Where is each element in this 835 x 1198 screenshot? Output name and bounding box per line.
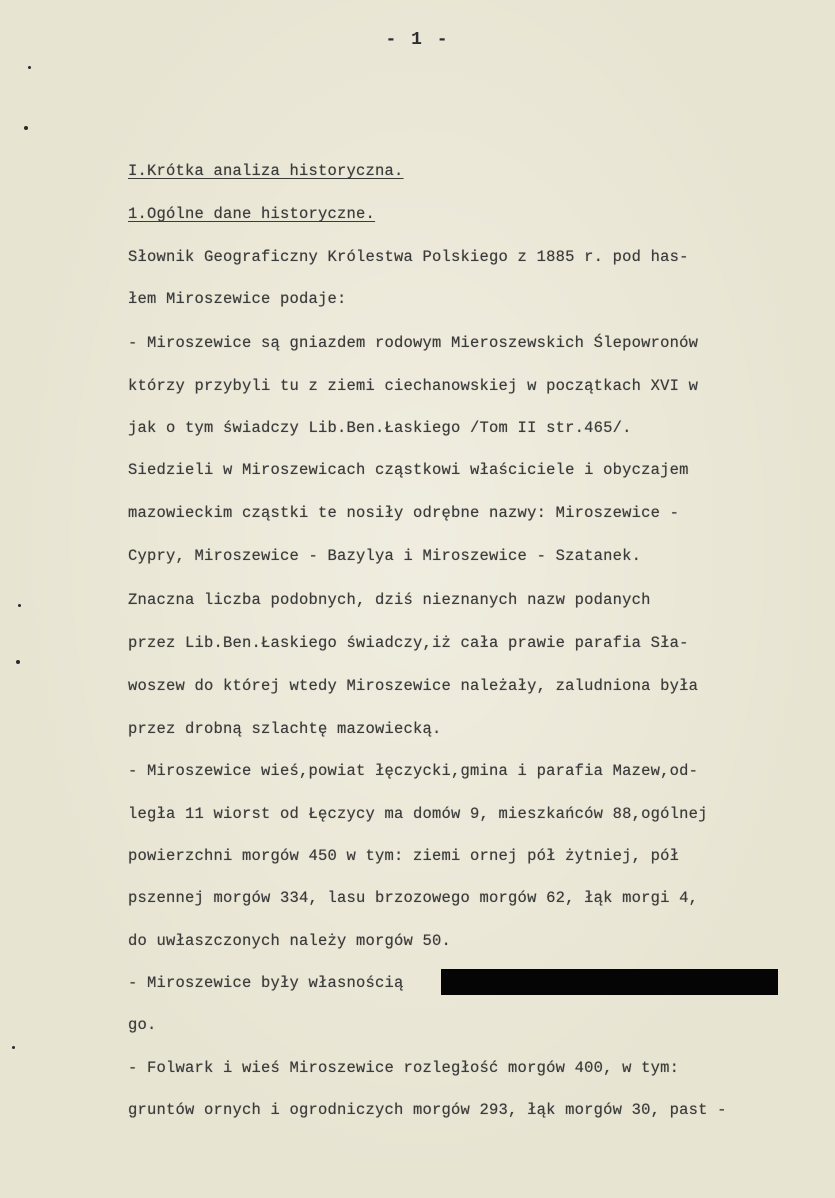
redaction-bar xyxy=(441,969,778,995)
page-number: - 1 - xyxy=(385,30,450,50)
text-line: Siedzieli w Miroszewicach cząstkowi właściciele i obyczajem xyxy=(128,461,689,479)
text-line: do uwłaszczonych należy morgów 50. xyxy=(128,932,452,950)
text-line: - Folwark i wieś Miroszewice rozległość morgów 400, w tym: xyxy=(128,1059,680,1077)
subsection-heading: 1.Ogólne dane historyczne. xyxy=(128,205,376,223)
text-line: gruntów ornych i ogrodniczych morgów 293, łąk morgów 30, past - xyxy=(128,1101,727,1119)
text-line: - Miroszewice są gniazdem rodowym Mieroszewskich Ślepowronów xyxy=(128,334,699,352)
margin-mark xyxy=(12,1046,15,1049)
text-line: przez drobną szlachtę mazowiecką. xyxy=(128,720,442,738)
text-line: - Miroszewice były własnością xyxy=(128,974,404,992)
text-line: którzy przybyli tu z ziemi ciechanowskiej w początkach XVI w xyxy=(128,377,699,395)
punch-hole-mark xyxy=(24,126,28,130)
margin-mark xyxy=(28,66,31,69)
margin-mark xyxy=(18,604,21,607)
text-line: przez Lib.Ben.Łaskiego świadczy,iż cała prawie parafia Sła- xyxy=(128,634,689,652)
text-line: legła 11 wiorst od Łęczycy ma domów 9, mieszkańców 88,ogólnej xyxy=(128,805,708,823)
text-line: Cypry, Miroszewice - Bazylya i Miroszewice - Szatanek. xyxy=(128,547,642,565)
text-line: jak o tym świadczy Lib.Ben.Łaskiego /Tom II str.465/. xyxy=(128,419,632,437)
text-line: woszew do której wtedy Miroszewice należały, zaludniona była xyxy=(128,677,699,695)
text-line: - Miroszewice wieś,powiat łęczycki,gmina i parafia Mazew,od- xyxy=(128,762,699,780)
text-line: go. xyxy=(128,1016,157,1034)
text-line: łem Miroszewice podaje: xyxy=(128,290,347,308)
text-line: pszennej morgów 334, lasu brzozowego morgów 62, łąk morgi 4, xyxy=(128,889,699,907)
text-line: mazowieckim cząstki te nosiły odrębne nazwy: Miroszewice - xyxy=(128,504,680,522)
text-line: Znaczna liczba podobnych, dziś nieznanych nazw podanych xyxy=(128,591,651,609)
text-line: Słownik Geograficzny Królestwa Polskiego z 1885 r. pod has- xyxy=(128,248,689,266)
section-heading: I.Krótka analiza historyczna. xyxy=(128,162,404,180)
punch-hole-mark xyxy=(16,660,20,664)
text-line: powierzchni morgów 450 w tym: ziemi ornej pół żytniej, pół xyxy=(128,847,680,865)
